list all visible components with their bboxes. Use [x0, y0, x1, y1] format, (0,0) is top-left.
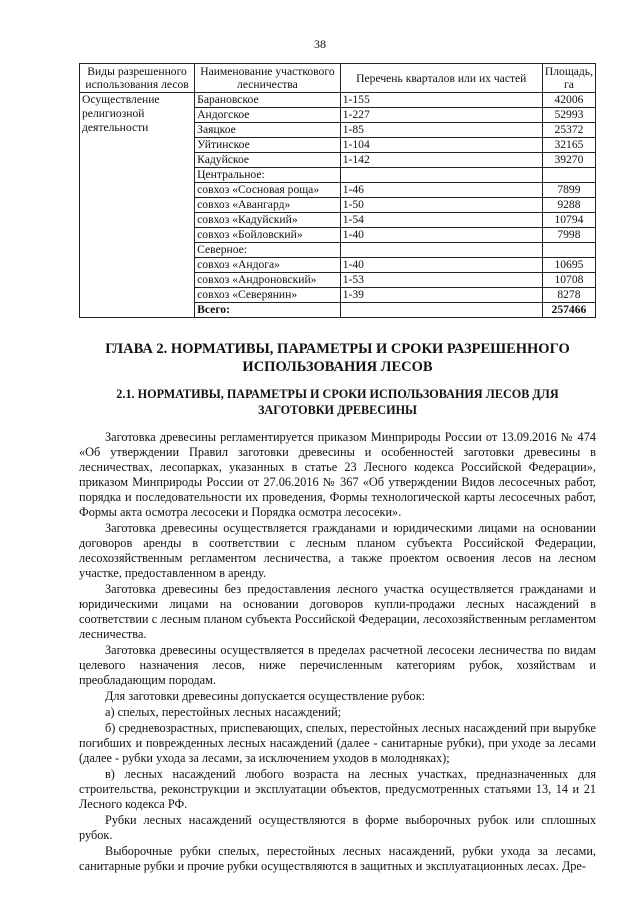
body-text [79, 430, 596, 875]
quarters-cell: 1-53 [340, 273, 542, 288]
area-cell: 39270 [542, 153, 595, 168]
forestry-name-cell: совхоз «Бойловский» [195, 228, 341, 243]
table-row [80, 93, 596, 108]
quarters-cell: 1-142 [340, 153, 542, 168]
area-cell: 7899 [542, 183, 595, 198]
paragraph: б) средневозрастных, приспевающих, спелых, перестойных лесных насаждений при вырубке погибших и поврежденных лесных насаждений (далее - санитарные рубки), при уходе за лесами (далее - рубки ухода за лесами, за исключением уходов в молодняках); [79, 721, 596, 765]
area-cell [542, 168, 595, 183]
area-cell: 9288 [542, 198, 595, 213]
area-cell: 42006 [542, 93, 595, 108]
forestry-name-cell: совхоз «Андога» [195, 258, 341, 273]
area-cell: 10794 [542, 213, 595, 228]
quarters-cell: 1-46 [340, 183, 542, 198]
paragraph: в) лесных насаждений любого возраста на лесных участках, предназначенных для строительства, реконструкции и эксплуатации объектов, предусмотренных статьями 13, 14 и 21 Лесного кодекса РФ. [79, 767, 596, 811]
quarters-cell: 1-85 [340, 123, 542, 138]
forestry-name-cell: совхоз «Кадуйский» [195, 213, 341, 228]
quarters-cell: 1-104 [340, 138, 542, 153]
header-forestry-name: Наименование участкового лесничества [195, 64, 341, 93]
quarters-cell: 1-54 [340, 213, 542, 228]
quarters-cell: 1-39 [340, 288, 542, 303]
forestry-name-cell: совхоз «Авангард» [195, 198, 341, 213]
area-cell [542, 243, 595, 258]
area-cell: 52993 [542, 108, 595, 123]
paragraph: Заготовка древесины осуществляется в пределах расчетной лесосеки лесничества по видам целевого назначения лесов, ниже перечисленным категориям рубок, хозяйствам и преобладающим породам. [79, 643, 596, 687]
quarters-cell: 1-40 [340, 228, 542, 243]
area-cell: 10708 [542, 273, 595, 288]
forest-use-table [79, 63, 596, 318]
paragraph: Заготовка древесины осуществляется гражданами и юридическими лицами на основании договоров аренды в соответствии с лесным планом субъекта Российской Федерации, лесохозяйственным регламентом лесничества, а также проектом освоения лесов на лесном участке, предоставленном в аренду. [79, 521, 596, 580]
header-use-type: Виды разрешенного использования лесов [80, 64, 195, 93]
quarters-cell: 1-155 [340, 93, 542, 108]
forestry-name-cell: Заяцкое [195, 123, 341, 138]
area-cell: 8278 [542, 288, 595, 303]
forestry-name-cell: Северное: [195, 243, 341, 258]
area-cell: 7998 [542, 228, 595, 243]
page-number: 38 [314, 37, 326, 51]
total-quarters-empty [340, 303, 542, 318]
forestry-name-cell: Кадуйское [195, 153, 341, 168]
section-heading: 2.1. НОРМАТИВЫ, ПАРАМЕТРЫ И СРОКИ ИСПОЛЬЗОВАНИЯ ЛЕСОВ ДЛЯ ЗАГОТОВКИ ДРЕВЕСИНЫ [116, 387, 559, 417]
paragraph: Рубки лесных насаждений осуществляются в форме выборочных рубок или сплошных рубок. [79, 813, 596, 842]
quarters-cell [340, 243, 542, 258]
paragraph: Заготовка древесины без предоставления лесного участка осуществляется гражданами и юридическими лицами на основании договоров купли-продажи лесных насаждений в соответствии с лесным планом субъекта Российской Федерации, лесохозяйственным регламентом лесничества. [79, 582, 596, 641]
area-cell: 10695 [542, 258, 595, 273]
forestry-name-cell: совхоз «Андроновский» [195, 273, 341, 288]
table-header-row [80, 64, 596, 93]
quarters-cell: 1-227 [340, 108, 542, 123]
forestry-name-cell: совхоз «Сосновая роща» [195, 183, 341, 198]
forestry-name-cell: Центральное: [195, 168, 341, 183]
area-cell: 25372 [542, 123, 595, 138]
forestry-name-cell: совхоз «Северянин» [195, 288, 341, 303]
forestry-name-cell: Андогское [195, 108, 341, 123]
paragraph: а) спелых, перестойных лесных насаждений; [105, 705, 342, 719]
area-cell: 32165 [542, 138, 595, 153]
quarters-cell [340, 168, 542, 183]
total-label: Всего: [195, 303, 341, 318]
total-area: 257466 [542, 303, 595, 318]
paragraph: Для заготовки древесины допускается осуществление рубок: [105, 689, 426, 703]
forestry-name-cell: Уйтинское [195, 138, 341, 153]
forestry-name-cell: Барановское [195, 93, 341, 108]
header-quarters: Перечень кварталов или их частей [340, 64, 542, 93]
chapter-heading: ГЛАВА 2. НОРМАТИВЫ, ПАРАМЕТРЫ И СРОКИ РАЗРЕШЕННОГО ИСПОЛЬЗОВАНИЯ ЛЕСОВ [105, 341, 570, 375]
table-body [80, 93, 596, 318]
quarters-cell: 1-40 [340, 258, 542, 273]
use-type-cell: Осуществление религиозной деятельности [80, 93, 195, 318]
header-area: Площадь, га [542, 64, 595, 93]
paragraph: Выборочные рубки спелых, перестойных лесных насаждений, рубки ухода за лесами, санитарные рубки и прочие рубки осуществляются в защитных и эксплуатационных лесах. Дре- [79, 844, 596, 873]
quarters-cell: 1-50 [340, 198, 542, 213]
paragraph: Заготовка древесины регламентируется приказом Минприроды России от 13.09.2016 № 474 «Об утверждении Правил заготовки древесины и особенностей заготовки древесины в лесничествах, лесопарках, указанных в статье 23 Лесного кодекса Российской Федерации», приказом Минприроды России от 27.06.2016 № 367 «Об утверждении Видов лесосечных работ, порядка и последовательности их проведения, Формы технологической карты лесосечных работ, Формы акта осмотра лесосеки и Порядка осмотра лесосеки». [79, 430, 596, 519]
